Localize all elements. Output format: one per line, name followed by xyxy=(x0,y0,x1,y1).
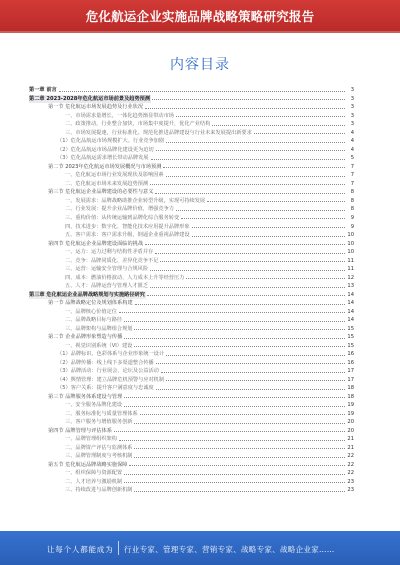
toc-entry[interactable] xyxy=(29,129,354,138)
toc-entry-page: 3 xyxy=(350,87,354,94)
toc-entry-page: 9 xyxy=(350,223,354,230)
toc-entry[interactable] xyxy=(29,239,354,248)
toc-entry-page: 15 xyxy=(347,334,354,341)
toc-entry-label: 一、市场需求量增长，一体化趋势渐显带动市场 xyxy=(65,112,174,119)
toc-entry-label: （1）危化品航运市场规模扩大、行业竞争加剧 xyxy=(57,138,165,145)
toc-dot-leader xyxy=(134,329,345,330)
toc-entry[interactable] xyxy=(29,376,354,385)
toc-dot-leader xyxy=(192,236,345,237)
toc-entry-page: 7 xyxy=(350,172,354,179)
toc-dot-leader xyxy=(150,287,345,288)
toc-dot-leader xyxy=(155,193,345,194)
toc-entry[interactable] xyxy=(29,290,354,299)
toc-entry-label: 第三节 危化航运企业品牌建设的必要性与意义 xyxy=(48,189,154,196)
toc-entry-label: 三、持续改进与品牌创新机制 xyxy=(65,487,133,494)
toc-entry-page: 3 xyxy=(350,104,354,111)
toc-entry-page: 16 xyxy=(347,351,354,358)
toc-entry-label: 一、发展需求：品牌战略助推企业转型升级，实现可持续发展 xyxy=(65,197,206,204)
toc-entry[interactable] xyxy=(29,103,354,112)
toc-entry-label: 第五节 危化航运品牌战略实施保障 xyxy=(48,461,128,468)
toc-entry-label: 一、品牌核心价值定位 xyxy=(65,308,117,315)
toc-entry-page: 15 xyxy=(347,325,354,332)
toc-entry-label: 第四节 危化航运企业品牌建设面临的挑战 xyxy=(48,240,144,247)
toc-entry-label: 第四节 品牌管理与评估体系 xyxy=(48,427,112,434)
header-banner xyxy=(0,0,400,33)
toc-entry-page: 21 xyxy=(347,436,354,443)
toc-dot-leader xyxy=(134,346,345,347)
toc-entry-label: 四、成本：燃油价格波动、人力成本上升等经营压力 xyxy=(65,274,185,281)
toc-entry-label: 二、竞争：品牌同质化、差异化竞争不足 xyxy=(65,257,159,264)
toc-entry-label: 第三节 品牌服务体系建设与管理 xyxy=(48,393,123,400)
toc-entry[interactable] xyxy=(29,461,354,470)
toc-entry[interactable] xyxy=(29,137,354,146)
toc-entry[interactable] xyxy=(29,282,354,291)
toc-dot-leader xyxy=(163,167,345,168)
toc-dot-leader xyxy=(151,159,346,160)
toc-entry[interactable] xyxy=(29,324,354,333)
toc-dot-leader xyxy=(150,184,345,185)
toc-entry-label: （2）品牌传播：线上线下多渠道整合传播 xyxy=(57,359,154,366)
toc-entry-page: 14 xyxy=(347,317,354,324)
toc-entry-page: 19 xyxy=(347,402,354,409)
toc-entry[interactable] xyxy=(29,154,354,163)
toc-dot-leader xyxy=(124,397,345,398)
toc-entry-page: 10 xyxy=(347,249,354,256)
toc-dot-leader xyxy=(129,465,345,466)
toc-entry-label: （5）客户关系：提升客户满意度与忠诚度 xyxy=(57,385,154,392)
toc-dot-leader xyxy=(124,321,345,322)
toc-entry-label: 第三章 危化航运企业品牌战略规划与实施路径研究 xyxy=(29,291,145,298)
toc-dot-leader xyxy=(124,474,345,475)
toc-entry-label: 五、客户需求：客户需求升级，倒逼企业重视品牌建设 xyxy=(65,232,190,239)
toc-dot-leader xyxy=(134,457,345,458)
toc-entry-page: 23 xyxy=(347,478,354,485)
toc-entry-page: 15 xyxy=(347,342,354,349)
toc-entry[interactable] xyxy=(29,359,354,368)
toc-entry-label: 三、市场发展提速，行业标准化、规范化推进品牌建设与行业未来发展提出新要求 xyxy=(65,129,252,136)
toc-dot-leader xyxy=(212,125,345,126)
toc-dot-leader xyxy=(160,261,345,262)
footer-banner xyxy=(0,531,400,565)
toc-entry-page: 8 xyxy=(350,197,354,204)
toc-entry[interactable] xyxy=(29,333,354,342)
toc-entry-page: 3 xyxy=(350,121,354,128)
toc-entry[interactable] xyxy=(29,265,354,274)
toc-entry[interactable] xyxy=(29,393,354,402)
toc-entry-page: 12 xyxy=(347,274,354,281)
toc-dot-leader xyxy=(166,142,345,143)
toc-dot-leader xyxy=(124,338,345,339)
toc-entry-page: 19 xyxy=(347,410,354,417)
toc-dot-leader xyxy=(207,201,345,202)
toc-dot-leader xyxy=(186,278,345,279)
toc-entry[interactable] xyxy=(29,410,354,419)
toc-entry[interactable] xyxy=(29,120,354,129)
toc-entry-label: 二、品牌战略目标与路径 xyxy=(65,317,123,324)
toc-entry-label: 二、服务标准化与质量管理体系 xyxy=(65,410,138,417)
toc-dot-leader xyxy=(135,304,345,305)
footer-divider xyxy=(118,541,119,555)
toc-dot-leader xyxy=(254,133,345,134)
toc-entry-label: 二、政策推动，行业整合加快，市场集中度提升，优化产业结构 xyxy=(65,121,211,128)
toc-dot-leader xyxy=(147,295,345,296)
toc-entry-label: 二、危化航运市场未来发展趋势预测 xyxy=(65,180,149,187)
toc-entry[interactable] xyxy=(29,205,354,214)
toc-dot-leader xyxy=(134,423,345,424)
toc-entry-label: 第一节 品牌战略定位及规划体系构建 xyxy=(48,300,133,307)
toc-dot-leader xyxy=(59,91,345,92)
toc-heading: 内容目录 xyxy=(170,57,230,73)
toc-entry-label: 三、客户服务与增值服务创新 xyxy=(65,419,133,426)
toc-entry[interactable] xyxy=(29,180,354,189)
toc-entry[interactable] xyxy=(29,299,354,308)
toc-entry-label: 四、技术进步：数字化、智能化技术应用提升品牌形象 xyxy=(65,223,190,230)
toc-entry[interactable] xyxy=(29,418,354,427)
toc-dot-leader xyxy=(145,108,345,109)
toc-entry[interactable] xyxy=(29,222,354,231)
toc-entry-page: 11 xyxy=(347,257,354,264)
toc-dot-leader xyxy=(176,116,345,117)
toc-dot-leader xyxy=(119,440,345,441)
toc-entry[interactable] xyxy=(29,214,354,223)
toc-entry-page: 16 xyxy=(347,359,354,366)
toc-entry-page: 8 xyxy=(350,189,354,196)
toc-dot-leader xyxy=(124,406,345,407)
toc-entry-label: 一、视觉识别系统（VI）建设 xyxy=(65,342,133,349)
toc-entry-page: 18 xyxy=(347,393,354,400)
toc-entry-label: 三、品牌架构与品牌组合规划 xyxy=(65,325,133,332)
toc-dot-leader xyxy=(150,270,345,271)
toc-entry-label: （1）品牌标识、色彩体系与企业形象统一设计 xyxy=(57,351,165,358)
toc-entry-page: 7 xyxy=(350,180,354,187)
toc-dot-leader xyxy=(166,355,345,356)
toc-entry-label: （2）危化品航运市场品牌化建设更为迫切 xyxy=(57,146,154,153)
toc-entry[interactable] xyxy=(29,452,354,461)
toc-entry-page: 14 xyxy=(347,300,354,307)
toc-entry-page: 10 xyxy=(347,232,354,239)
toc-entry-page: 20 xyxy=(347,427,354,434)
toc-entry-page: 14 xyxy=(347,308,354,315)
footer-slogan-left: 让每个人都能成为 xyxy=(47,545,114,554)
table-of-contents xyxy=(29,86,354,495)
report-title: 危化航运企业实施品牌战略策略研究报告 xyxy=(85,9,315,24)
toc-entry-label: （3）品牌活动：行业展会、论坛及公益活动 xyxy=(57,368,159,375)
toc-dot-leader xyxy=(145,244,345,245)
toc-entry[interactable] xyxy=(29,146,354,155)
toc-entry-label: 二、人才培养与激励机制 xyxy=(65,478,123,485)
toc-entry-label: 第二章 2023-2028年危化航运市场前景及趋势预测 xyxy=(29,95,151,102)
toc-entry[interactable] xyxy=(29,486,354,495)
toc-entry[interactable] xyxy=(29,384,354,393)
toc-entry-page: 3 xyxy=(350,112,354,119)
toc-entry-label: 一、运力：运力过剩与结构性矛盾并存 xyxy=(65,249,154,256)
toc-entry-label: 三、运营：运输安全管理与合规风险 xyxy=(65,266,149,273)
toc-entry-page: 9 xyxy=(350,214,354,221)
toc-entry[interactable] xyxy=(29,256,354,265)
toc-entry[interactable] xyxy=(29,86,354,95)
toc-entry-page: 23 xyxy=(347,487,354,494)
footer-slogan-right: 行业专家、管理专家、营销专家、战略专家、战略企业家…… xyxy=(124,545,335,554)
toc-entry-label: 第一节 危化航运市场发展趋势及行业状况 xyxy=(48,104,144,111)
toc-entry-label: 第二节 2023年危化航运市场发展概况与市场预测 xyxy=(48,163,162,170)
toc-entry-page: 13 xyxy=(347,283,354,290)
toc-entry[interactable] xyxy=(29,316,354,325)
toc-dot-leader xyxy=(134,448,345,449)
toc-entry[interactable] xyxy=(29,341,354,350)
toc-entry-page: 22 xyxy=(347,453,354,460)
toc-entry[interactable] xyxy=(29,307,354,316)
toc-dot-leader xyxy=(156,363,345,364)
toc-entry-label: 一、品牌管理组织架构 xyxy=(65,436,117,443)
toc-dot-leader xyxy=(161,372,345,373)
toc-entry[interactable] xyxy=(29,248,354,257)
toc-entry-label: 五、人才：品牌运营与管理人才匮乏 xyxy=(65,283,149,290)
toc-entry-page: 11 xyxy=(347,266,354,273)
toc-entry-page: 18 xyxy=(347,385,354,392)
toc-entry-label: 一、安全服务品牌化建设 xyxy=(65,402,123,409)
toc-dot-leader xyxy=(114,431,345,432)
toc-entry[interactable] xyxy=(29,444,354,453)
toc-entry-page: 10 xyxy=(347,240,354,247)
toc-entry-label: 第一章 前言 xyxy=(29,87,57,94)
toc-entry[interactable] xyxy=(29,273,354,282)
toc-dot-leader xyxy=(166,380,345,381)
toc-dot-leader xyxy=(155,253,345,254)
toc-entry-page: 22 xyxy=(347,461,354,468)
toc-dot-leader xyxy=(119,312,345,313)
toc-entry-label: 一、组织保障与资源配置 xyxy=(65,470,123,477)
toc-entry[interactable] xyxy=(29,171,354,180)
toc-entry[interactable] xyxy=(29,188,354,197)
toc-entry-label: （3）危化品航运需求增长带动品牌发展 xyxy=(57,155,149,162)
toc-dot-leader xyxy=(134,491,345,492)
toc-dot-leader xyxy=(156,150,345,151)
toc-entry[interactable] xyxy=(29,367,354,376)
toc-entry-page: 4 xyxy=(350,138,354,145)
toc-dot-leader xyxy=(166,176,345,177)
toc-entry-page: 22 xyxy=(347,470,354,477)
toc-dot-leader xyxy=(156,389,345,390)
toc-entry[interactable] xyxy=(29,350,354,359)
toc-entry-label: 第二节 企业品牌形象塑造与传播 xyxy=(48,334,123,341)
toc-entry-page: 4 xyxy=(350,146,354,153)
toc-entry-page: 3 xyxy=(350,95,354,102)
toc-entry-page: 21 xyxy=(347,444,354,451)
toc-entry-page: 5 xyxy=(350,155,354,162)
toc-entry-page: 20 xyxy=(347,419,354,426)
toc-dot-leader xyxy=(192,227,345,228)
toc-entry-page: 4 xyxy=(350,129,354,136)
toc-entry-page: 7 xyxy=(350,163,354,170)
toc-entry-label: 一、危化航运市场行业发展现状及影响因素 xyxy=(65,172,164,179)
toc-entry[interactable] xyxy=(29,231,354,240)
toc-entry[interactable] xyxy=(29,435,354,444)
toc-entry[interactable] xyxy=(29,427,354,436)
toc-entry-page: 17 xyxy=(347,368,354,375)
toc-entry[interactable] xyxy=(29,401,354,410)
toc-entry-label: 三、品牌管理制度与考核机制 xyxy=(65,453,133,460)
toc-entry-page: 17 xyxy=(347,376,354,383)
toc-dot-leader xyxy=(152,99,345,100)
toc-dot-leader xyxy=(140,414,345,415)
toc-entry[interactable] xyxy=(29,163,354,172)
toc-dot-leader xyxy=(176,210,345,211)
toc-entry[interactable] xyxy=(29,95,354,104)
toc-dot-leader xyxy=(124,482,345,483)
toc-entry[interactable] xyxy=(29,469,354,478)
toc-entry-label: 二、行业发展：提升企业品牌价值，增强竞争力 xyxy=(65,206,174,213)
toc-entry-label: 三、重构价值：从传统运输到品牌化综合服务转变 xyxy=(65,214,180,221)
toc-dot-leader xyxy=(181,218,345,219)
toc-entry-page: 8 xyxy=(350,206,354,213)
toc-entry[interactable] xyxy=(29,112,354,121)
toc-entry[interactable] xyxy=(29,478,354,487)
toc-entry[interactable] xyxy=(29,197,354,206)
toc-entry-page: 14 xyxy=(347,291,354,298)
toc-entry-label: 二、品牌资产评估与监测体系 xyxy=(65,444,133,451)
toc-entry-label: （4）舆情管理：建立品牌危机预警与应对机制 xyxy=(57,376,165,383)
